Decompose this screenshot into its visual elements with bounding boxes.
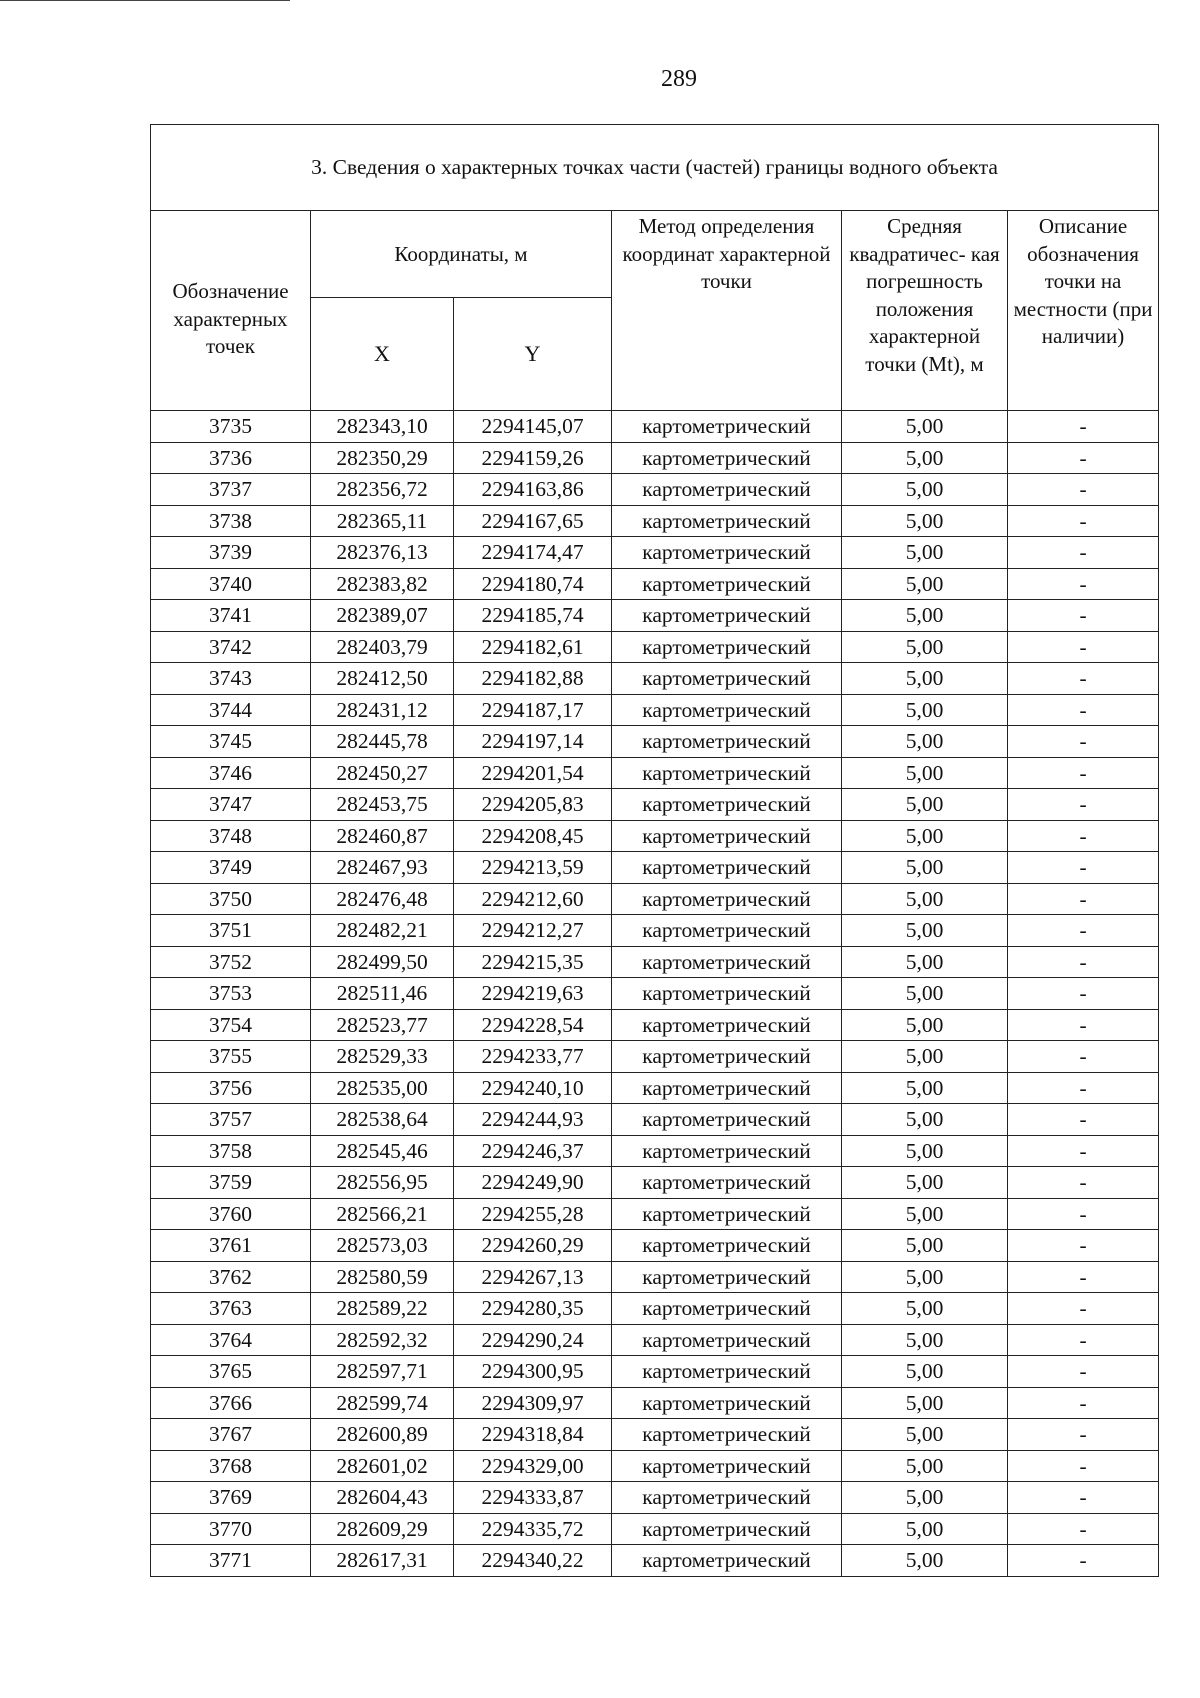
characteristic-points-table [150, 124, 1159, 1577]
table-row [151, 694, 1159, 726]
point-number-cell: 3751 [151, 915, 311, 947]
table-row [151, 474, 1159, 506]
point-number-cell: 3748 [151, 820, 311, 852]
error-cell: 5,00 [842, 505, 1008, 537]
x-coordinate-cell: 282538,64 [311, 1104, 454, 1136]
x-coordinate-cell: 282383,82 [311, 568, 454, 600]
method-cell: картометрический [612, 1261, 842, 1293]
y-coordinate-cell: 2294185,74 [454, 600, 612, 632]
table-row [151, 852, 1159, 884]
method-cell: картометрический [612, 631, 842, 663]
point-number-cell: 3754 [151, 1009, 311, 1041]
x-coordinate-cell: 282431,12 [311, 694, 454, 726]
point-number-cell: 3767 [151, 1419, 311, 1451]
error-cell: 5,00 [842, 978, 1008, 1010]
method-cell: картометрический [612, 1167, 842, 1199]
point-number-cell: 3760 [151, 1198, 311, 1230]
description-cell: - [1008, 631, 1159, 663]
error-cell: 5,00 [842, 1356, 1008, 1388]
point-number-cell: 3745 [151, 726, 311, 758]
description-cell: - [1008, 663, 1159, 695]
table-row [151, 978, 1159, 1010]
x-coordinate-cell: 282403,79 [311, 631, 454, 663]
point-number-cell: 3766 [151, 1387, 311, 1419]
description-cell: - [1008, 978, 1159, 1010]
x-coordinate-cell: 282535,00 [311, 1072, 454, 1104]
table-row [151, 1009, 1159, 1041]
point-number-cell: 3771 [151, 1545, 311, 1577]
x-coordinate-cell: 282343,10 [311, 411, 454, 443]
error-cell: 5,00 [842, 600, 1008, 632]
point-number-cell: 3737 [151, 474, 311, 506]
x-coordinate-cell: 282476,48 [311, 883, 454, 915]
x-coordinate-cell: 282601,02 [311, 1450, 454, 1482]
table-row [151, 1450, 1159, 1482]
method-cell: картометрический [612, 726, 842, 758]
point-number-cell: 3755 [151, 1041, 311, 1073]
method-cell: картометрический [612, 568, 842, 600]
x-coordinate-cell: 282580,59 [311, 1261, 454, 1293]
table-row [151, 1261, 1159, 1293]
y-coordinate-cell: 2294333,87 [454, 1482, 612, 1514]
error-cell: 5,00 [842, 442, 1008, 474]
table-row [151, 1356, 1159, 1388]
x-coordinate-cell: 282511,46 [311, 978, 454, 1010]
method-cell: картометрический [612, 1009, 842, 1041]
point-number-cell: 3765 [151, 1356, 311, 1388]
y-coordinate-cell: 2294340,22 [454, 1545, 612, 1577]
table-row [151, 1545, 1159, 1577]
scan-edge-line [0, 0, 290, 1]
error-cell: 5,00 [842, 1135, 1008, 1167]
x-coordinate-cell: 282523,77 [311, 1009, 454, 1041]
point-number-cell: 3750 [151, 883, 311, 915]
method-cell: картометрический [612, 1513, 842, 1545]
table-row [151, 789, 1159, 821]
y-coordinate-cell: 2294208,45 [454, 820, 612, 852]
x-coordinate-cell: 282545,46 [311, 1135, 454, 1167]
y-coordinate-cell: 2294318,84 [454, 1419, 612, 1451]
error-cell: 5,00 [842, 789, 1008, 821]
error-cell: 5,00 [842, 820, 1008, 852]
method-cell: картометрический [612, 852, 842, 884]
x-coordinate-cell: 282350,29 [311, 442, 454, 474]
x-coordinate-cell: 282499,50 [311, 946, 454, 978]
y-coordinate-cell: 2294300,95 [454, 1356, 612, 1388]
description-cell: - [1008, 600, 1159, 632]
error-cell: 5,00 [842, 694, 1008, 726]
x-coordinate-cell: 282566,21 [311, 1198, 454, 1230]
method-cell: картометрический [612, 820, 842, 852]
table-row [151, 1293, 1159, 1325]
table-body [151, 411, 1159, 1577]
description-cell: - [1008, 820, 1159, 852]
point-number-cell: 3743 [151, 663, 311, 695]
y-coordinate-cell: 2294182,61 [454, 631, 612, 663]
method-cell: картометрический [612, 915, 842, 947]
error-cell: 5,00 [842, 1293, 1008, 1325]
y-coordinate-cell: 2294219,63 [454, 978, 612, 1010]
method-cell: картометрический [612, 978, 842, 1010]
y-coordinate-cell: 2294244,93 [454, 1104, 612, 1136]
table-row [151, 1513, 1159, 1545]
point-number-cell: 3759 [151, 1167, 311, 1199]
header-x: X [311, 298, 454, 411]
description-cell: - [1008, 1293, 1159, 1325]
point-number-cell: 3738 [151, 505, 311, 537]
point-number-cell: 3763 [151, 1293, 311, 1325]
x-coordinate-cell: 282597,71 [311, 1356, 454, 1388]
y-coordinate-cell: 2294213,59 [454, 852, 612, 884]
y-coordinate-cell: 2294233,77 [454, 1041, 612, 1073]
y-coordinate-cell: 2294174,47 [454, 537, 612, 569]
x-coordinate-cell: 282356,72 [311, 474, 454, 506]
error-cell: 5,00 [842, 1450, 1008, 1482]
x-coordinate-cell: 282609,29 [311, 1513, 454, 1545]
point-number-cell: 3741 [151, 600, 311, 632]
table-row [151, 1167, 1159, 1199]
header-coordinates: Координаты, м [311, 211, 612, 298]
point-number-cell: 3762 [151, 1261, 311, 1293]
table-row [151, 726, 1159, 758]
y-coordinate-cell: 2294163,86 [454, 474, 612, 506]
point-number-cell: 3735 [151, 411, 311, 443]
header-designation: Обозначение характерных точек [151, 211, 311, 411]
y-coordinate-cell: 2294212,60 [454, 883, 612, 915]
table-row [151, 757, 1159, 789]
x-coordinate-cell: 282600,89 [311, 1419, 454, 1451]
description-cell: - [1008, 915, 1159, 947]
method-cell: картометрический [612, 1072, 842, 1104]
y-coordinate-cell: 2294329,00 [454, 1450, 612, 1482]
method-cell: картометрический [612, 1387, 842, 1419]
method-cell: картометрический [612, 1450, 842, 1482]
header-y: Y [454, 298, 612, 411]
x-coordinate-cell: 282460,87 [311, 820, 454, 852]
y-coordinate-cell: 2294246,37 [454, 1135, 612, 1167]
error-cell: 5,00 [842, 474, 1008, 506]
method-cell: картометрический [612, 757, 842, 789]
description-cell: - [1008, 411, 1159, 443]
x-coordinate-cell: 282376,13 [311, 537, 454, 569]
point-number-cell: 3757 [151, 1104, 311, 1136]
x-coordinate-cell: 282467,93 [311, 852, 454, 884]
table-row [151, 946, 1159, 978]
point-number-cell: 3742 [151, 631, 311, 663]
point-number-cell: 3769 [151, 1482, 311, 1514]
description-cell: - [1008, 1041, 1159, 1073]
description-cell: - [1008, 1198, 1159, 1230]
x-coordinate-cell: 282589,22 [311, 1293, 454, 1325]
description-cell: - [1008, 694, 1159, 726]
description-cell: - [1008, 1387, 1159, 1419]
description-cell: - [1008, 726, 1159, 758]
method-cell: картометрический [612, 1356, 842, 1388]
error-cell: 5,00 [842, 1009, 1008, 1041]
error-cell: 5,00 [842, 852, 1008, 884]
table-row [151, 1324, 1159, 1356]
method-cell: картометрический [612, 694, 842, 726]
y-coordinate-cell: 2294309,97 [454, 1387, 612, 1419]
table-row [151, 1041, 1159, 1073]
method-cell: картометрический [612, 946, 842, 978]
y-coordinate-cell: 2294180,74 [454, 568, 612, 600]
table-row [151, 1419, 1159, 1451]
method-cell: картометрический [612, 600, 842, 632]
method-cell: картометрический [612, 411, 842, 443]
y-coordinate-cell: 2294260,29 [454, 1230, 612, 1262]
method-cell: картометрический [612, 537, 842, 569]
point-number-cell: 3744 [151, 694, 311, 726]
table-row [151, 537, 1159, 569]
x-coordinate-cell: 282445,78 [311, 726, 454, 758]
point-number-cell: 3736 [151, 442, 311, 474]
table-row [151, 1198, 1159, 1230]
header-error: Средняя квадратичес- кая погрешность положения характерной точки (Mt), м [842, 211, 1008, 411]
error-cell: 5,00 [842, 883, 1008, 915]
description-cell: - [1008, 442, 1159, 474]
method-cell: картометрический [612, 474, 842, 506]
description-cell: - [1008, 1450, 1159, 1482]
method-cell: картометрический [612, 1104, 842, 1136]
point-number-cell: 3739 [151, 537, 311, 569]
x-coordinate-cell: 282573,03 [311, 1230, 454, 1262]
table-row [151, 1135, 1159, 1167]
y-coordinate-cell: 2294335,72 [454, 1513, 612, 1545]
table-row [151, 915, 1159, 947]
table-row [151, 568, 1159, 600]
method-cell: картометрический [612, 1419, 842, 1451]
method-cell: картометрический [612, 1135, 842, 1167]
error-cell: 5,00 [842, 411, 1008, 443]
point-number-cell: 3753 [151, 978, 311, 1010]
y-coordinate-cell: 2294182,88 [454, 663, 612, 695]
description-cell: - [1008, 1072, 1159, 1104]
description-cell: - [1008, 1545, 1159, 1577]
y-coordinate-cell: 2294187,17 [454, 694, 612, 726]
description-cell: - [1008, 1356, 1159, 1388]
description-cell: - [1008, 946, 1159, 978]
error-cell: 5,00 [842, 1324, 1008, 1356]
table-row [151, 411, 1159, 443]
x-coordinate-cell: 282599,74 [311, 1387, 454, 1419]
description-cell: - [1008, 1104, 1159, 1136]
error-cell: 5,00 [842, 757, 1008, 789]
error-cell: 5,00 [842, 663, 1008, 695]
method-cell: картометрический [612, 505, 842, 537]
method-cell: картометрический [612, 442, 842, 474]
x-coordinate-cell: 282412,50 [311, 663, 454, 695]
x-coordinate-cell: 282556,95 [311, 1167, 454, 1199]
description-cell: - [1008, 1513, 1159, 1545]
point-number-cell: 3764 [151, 1324, 311, 1356]
point-number-cell: 3746 [151, 757, 311, 789]
error-cell: 5,00 [842, 915, 1008, 947]
x-coordinate-cell: 282604,43 [311, 1482, 454, 1514]
header-method: Метод определения координат характерной точки [612, 211, 842, 411]
description-cell: - [1008, 1261, 1159, 1293]
method-cell: картометрический [612, 1230, 842, 1262]
x-coordinate-cell: 282482,21 [311, 915, 454, 947]
description-cell: - [1008, 1419, 1159, 1451]
y-coordinate-cell: 2294228,54 [454, 1009, 612, 1041]
description-cell: - [1008, 757, 1159, 789]
x-coordinate-cell: 282592,32 [311, 1324, 454, 1356]
y-coordinate-cell: 2294197,14 [454, 726, 612, 758]
method-cell: картометрический [612, 1545, 842, 1577]
error-cell: 5,00 [842, 1072, 1008, 1104]
table-row [151, 1482, 1159, 1514]
x-coordinate-cell: 282389,07 [311, 600, 454, 632]
y-coordinate-cell: 2294212,27 [454, 915, 612, 947]
point-number-cell: 3758 [151, 1135, 311, 1167]
point-number-cell: 3756 [151, 1072, 311, 1104]
y-coordinate-cell: 2294205,83 [454, 789, 612, 821]
y-coordinate-cell: 2294240,10 [454, 1072, 612, 1104]
description-cell: - [1008, 505, 1159, 537]
description-cell: - [1008, 789, 1159, 821]
error-cell: 5,00 [842, 1104, 1008, 1136]
description-cell: - [1008, 474, 1159, 506]
method-cell: картометрический [612, 883, 842, 915]
description-cell: - [1008, 1324, 1159, 1356]
error-cell: 5,00 [842, 1419, 1008, 1451]
y-coordinate-cell: 2294255,28 [454, 1198, 612, 1230]
x-coordinate-cell: 282617,31 [311, 1545, 454, 1577]
method-cell: картометрический [612, 1041, 842, 1073]
point-number-cell: 3761 [151, 1230, 311, 1262]
error-cell: 5,00 [842, 726, 1008, 758]
y-coordinate-cell: 2294267,13 [454, 1261, 612, 1293]
description-cell: - [1008, 1230, 1159, 1262]
table-row [151, 442, 1159, 474]
x-coordinate-cell: 282529,33 [311, 1041, 454, 1073]
point-number-cell: 3770 [151, 1513, 311, 1545]
x-coordinate-cell: 282453,75 [311, 789, 454, 821]
error-cell: 5,00 [842, 1230, 1008, 1262]
table-row [151, 1104, 1159, 1136]
error-cell: 5,00 [842, 1387, 1008, 1419]
error-cell: 5,00 [842, 1198, 1008, 1230]
description-cell: - [1008, 1135, 1159, 1167]
x-coordinate-cell: 282365,11 [311, 505, 454, 537]
point-number-cell: 3740 [151, 568, 311, 600]
error-cell: 5,00 [842, 631, 1008, 663]
y-coordinate-cell: 2294201,54 [454, 757, 612, 789]
description-cell: - [1008, 1167, 1159, 1199]
error-cell: 5,00 [842, 1041, 1008, 1073]
error-cell: 5,00 [842, 1261, 1008, 1293]
header-description: Описание обозначения точки на местности (при наличии) [1008, 211, 1159, 411]
y-coordinate-cell: 2294280,35 [454, 1293, 612, 1325]
table-title: 3. Сведения о характерных точках части (частей) границы водного объекта [151, 125, 1159, 211]
error-cell: 5,00 [842, 568, 1008, 600]
x-coordinate-cell: 282450,27 [311, 757, 454, 789]
point-number-cell: 3749 [151, 852, 311, 884]
table-row [151, 1387, 1159, 1419]
y-coordinate-cell: 2294249,90 [454, 1167, 612, 1199]
y-coordinate-cell: 2294145,07 [454, 411, 612, 443]
method-cell: картометрический [612, 1482, 842, 1514]
point-number-cell: 3768 [151, 1450, 311, 1482]
point-number-cell: 3747 [151, 789, 311, 821]
error-cell: 5,00 [842, 946, 1008, 978]
y-coordinate-cell: 2294167,65 [454, 505, 612, 537]
table-row [151, 631, 1159, 663]
table-row [151, 505, 1159, 537]
point-number-cell: 3752 [151, 946, 311, 978]
method-cell: картометрический [612, 789, 842, 821]
description-cell: - [1008, 1482, 1159, 1514]
description-cell: - [1008, 537, 1159, 569]
y-coordinate-cell: 2294159,26 [454, 442, 612, 474]
table-row [151, 883, 1159, 915]
error-cell: 5,00 [842, 1513, 1008, 1545]
table-row [151, 1230, 1159, 1262]
description-cell: - [1008, 568, 1159, 600]
error-cell: 5,00 [842, 1545, 1008, 1577]
table-row [151, 663, 1159, 695]
method-cell: картометрический [612, 1293, 842, 1325]
description-cell: - [1008, 1009, 1159, 1041]
table-row [151, 600, 1159, 632]
method-cell: картометрический [612, 1198, 842, 1230]
error-cell: 5,00 [842, 1482, 1008, 1514]
error-cell: 5,00 [842, 1167, 1008, 1199]
method-cell: картометрический [612, 663, 842, 695]
error-cell: 5,00 [842, 537, 1008, 569]
y-coordinate-cell: 2294290,24 [454, 1324, 612, 1356]
page-number: 289 [661, 66, 697, 92]
table-row [151, 1072, 1159, 1104]
method-cell: картометрический [612, 1324, 842, 1356]
y-coordinate-cell: 2294215,35 [454, 946, 612, 978]
description-cell: - [1008, 852, 1159, 884]
table-row [151, 820, 1159, 852]
description-cell: - [1008, 883, 1159, 915]
